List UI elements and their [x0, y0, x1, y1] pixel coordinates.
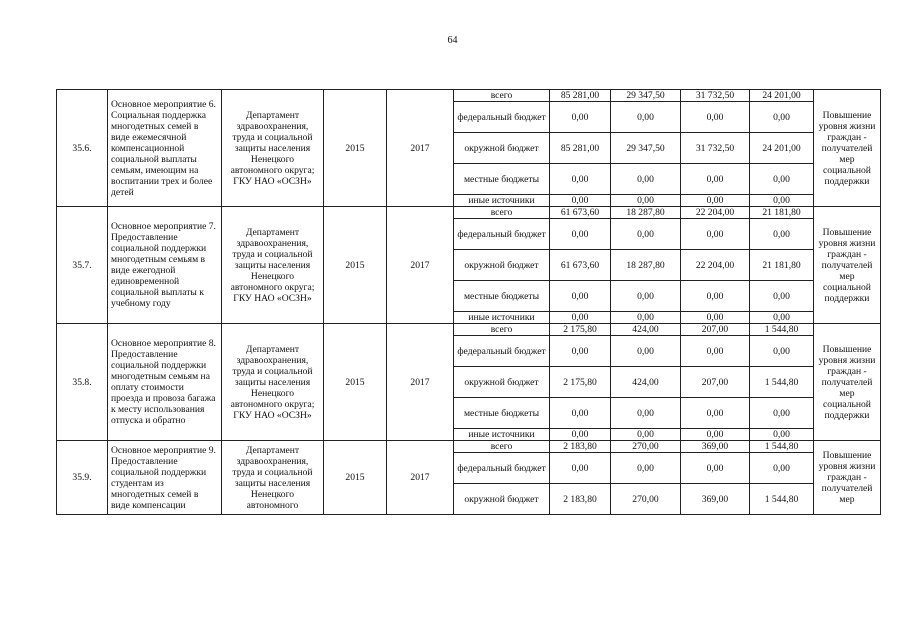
amount-2017: 0,00	[750, 164, 814, 195]
amount-2017: 1 544,80	[750, 441, 814, 453]
amount-total: 85 281,00	[550, 133, 611, 164]
expected-result: Повышение уровня жизни граждан - получателей мер социальной поддержки	[814, 207, 881, 324]
amount-total: 0,00	[550, 164, 611, 195]
year-start: 2015	[324, 207, 387, 324]
funding-source: окружной бюджет	[454, 133, 550, 164]
amount-total: 85 281,00	[550, 90, 611, 102]
amount-2017: 21 181,80	[750, 207, 814, 219]
amount-2016: 369,00	[681, 441, 750, 453]
amount-2016: 0,00	[681, 398, 750, 429]
amount-total: 0,00	[550, 219, 611, 250]
amount-2016: 31 732,50	[681, 133, 750, 164]
amount-2016: 0,00	[681, 429, 750, 441]
table-body	[57, 90, 881, 515]
amount-total: 2 175,80	[550, 367, 611, 398]
measure-number: 35.8.	[57, 324, 108, 441]
amount-2015: 0,00	[611, 429, 681, 441]
amount-2017: 21 181,80	[750, 250, 814, 281]
year-end: 2017	[387, 90, 454, 207]
amount-2015: 29 347,50	[611, 90, 681, 102]
amount-2015: 0,00	[611, 102, 681, 133]
table-row	[57, 441, 881, 453]
amount-2015: 424,00	[611, 367, 681, 398]
responsible-executor: Департамент здравоохранения, труда и социальной защиты населения Ненецкого автономного округа; ГКУ НАО «ОСЗН»	[222, 207, 324, 324]
amount-2015: 0,00	[611, 164, 681, 195]
funding-source: окружной бюджет	[454, 250, 550, 281]
table-row	[57, 207, 881, 219]
amount-2015: 0,00	[611, 312, 681, 324]
amount-total: 2 183,80	[550, 441, 611, 453]
amount-total: 2 183,80	[550, 484, 611, 515]
amount-2015: 0,00	[611, 281, 681, 312]
amount-2016: 207,00	[681, 367, 750, 398]
amount-2016: 369,00	[681, 484, 750, 515]
funding-source: местные бюджеты	[454, 281, 550, 312]
amount-2017: 1 544,80	[750, 367, 814, 398]
program-table	[56, 89, 881, 515]
amount-2017: 0,00	[750, 453, 814, 484]
year-start: 2015	[324, 441, 387, 515]
responsible-executor: Департамент здравоохранения, труда и социальной защиты населения Ненецкого автономного округа; ГКУ НАО «ОСЗН»	[222, 90, 324, 207]
measure-name: Основное мероприятие 7. Предоставление социальной поддержки многодетным семьям в виде ежегодной единовременной социальной выплаты к учебному году	[108, 207, 222, 324]
amount-2015: 18 287,80	[611, 250, 681, 281]
funding-source: иные источники	[454, 429, 550, 441]
measure-name: Основное мероприятие 8. Предоставление социальной поддержки многодетным семьям на оплату стоимости проезда и провоза багажа к месту использования отпуска и обратно	[108, 324, 222, 441]
amount-2016: 31 732,50	[681, 90, 750, 102]
amount-2015: 0,00	[611, 219, 681, 250]
expected-result: Повышение уровня жизни граждан - получателей мер социальной поддержки	[814, 90, 881, 207]
measure-number: 35.7.	[57, 207, 108, 324]
amount-total: 0,00	[550, 102, 611, 133]
amount-2016: 22 204,00	[681, 250, 750, 281]
amount-2017: 24 201,00	[750, 90, 814, 102]
year-end: 2017	[387, 441, 454, 515]
amount-2017: 1 544,80	[750, 484, 814, 515]
funding-source: иные источники	[454, 312, 550, 324]
amount-2015: 0,00	[611, 453, 681, 484]
amount-total: 0,00	[550, 336, 611, 367]
funding-source: иные источники	[454, 195, 550, 207]
amount-2017: 0,00	[750, 398, 814, 429]
amount-2017: 0,00	[750, 429, 814, 441]
expected-result: Повышение уровня жизни граждан - получателей мер	[814, 441, 881, 515]
measure-name: Основное мероприятие 6. Социальная поддержка многодетных семей в виде ежемесячной компенсационной социальной выплаты семьям, имеющим на воспитании трех и более детей	[108, 90, 222, 207]
measure-name: Основное мероприятие 9. Предоставление социальной поддержки студентам из многодетных семей в виде компенсации	[108, 441, 222, 515]
amount-2016: 207,00	[681, 324, 750, 336]
amount-2016: 22 204,00	[681, 207, 750, 219]
funding-source: федеральный бюджет	[454, 102, 550, 133]
year-start: 2015	[324, 90, 387, 207]
amount-total: 0,00	[550, 195, 611, 207]
funding-source: местные бюджеты	[454, 164, 550, 195]
amount-2015: 18 287,80	[611, 207, 681, 219]
funding-source: федеральный бюджет	[454, 453, 550, 484]
amount-2017: 0,00	[750, 195, 814, 207]
year-end: 2017	[387, 207, 454, 324]
amount-2015: 270,00	[611, 484, 681, 515]
amount-total: 0,00	[550, 281, 611, 312]
funding-source: местные бюджеты	[454, 398, 550, 429]
amount-2017: 1 544,80	[750, 324, 814, 336]
amount-2016: 0,00	[681, 164, 750, 195]
expected-result: Повышение уровня жизни граждан - получателей мер социальной поддержки	[814, 324, 881, 441]
amount-2016: 0,00	[681, 219, 750, 250]
funding-source: федеральный бюджет	[454, 336, 550, 367]
funding-source: всего	[454, 207, 550, 219]
amount-total: 0,00	[550, 398, 611, 429]
amount-2017: 0,00	[750, 281, 814, 312]
funding-source: всего	[454, 324, 550, 336]
responsible-executor: Департамент здравоохранения, труда и социальной защиты населения Ненецкого автономного	[222, 441, 324, 515]
year-end: 2017	[387, 324, 454, 441]
measure-number: 35.9.	[57, 441, 108, 515]
funding-source: окружной бюджет	[454, 484, 550, 515]
page-number: 64	[447, 35, 458, 46]
amount-2015: 424,00	[611, 324, 681, 336]
amount-total: 2 175,80	[550, 324, 611, 336]
amount-2017: 0,00	[750, 336, 814, 367]
year-start: 2015	[324, 324, 387, 441]
amount-2015: 270,00	[611, 441, 681, 453]
amount-2015: 0,00	[611, 336, 681, 367]
amount-total: 61 673,60	[550, 207, 611, 219]
measure-number: 35.6.	[57, 90, 108, 207]
amount-2015: 0,00	[611, 398, 681, 429]
amount-2016: 0,00	[681, 195, 750, 207]
table-row	[57, 324, 881, 336]
amount-2015: 29 347,50	[611, 133, 681, 164]
amount-2016: 0,00	[681, 312, 750, 324]
funding-source: всего	[454, 441, 550, 453]
amount-total: 0,00	[550, 312, 611, 324]
table-row	[57, 90, 881, 102]
amount-2016: 0,00	[681, 102, 750, 133]
funding-source: окружной бюджет	[454, 367, 550, 398]
amount-2016: 0,00	[681, 453, 750, 484]
amount-2017: 0,00	[750, 312, 814, 324]
amount-2017: 0,00	[750, 219, 814, 250]
amount-total: 61 673,60	[550, 250, 611, 281]
amount-2016: 0,00	[681, 336, 750, 367]
funding-source: федеральный бюджет	[454, 219, 550, 250]
amount-2017: 0,00	[750, 102, 814, 133]
funding-source: всего	[454, 90, 550, 102]
amount-2015: 0,00	[611, 195, 681, 207]
amount-total: 0,00	[550, 453, 611, 484]
amount-2017: 24 201,00	[750, 133, 814, 164]
amount-total: 0,00	[550, 429, 611, 441]
amount-2016: 0,00	[681, 281, 750, 312]
responsible-executor: Департамент здравоохранения, труда и социальной защиты населения Ненецкого автономного округа; ГКУ НАО «ОСЗН»	[222, 324, 324, 441]
